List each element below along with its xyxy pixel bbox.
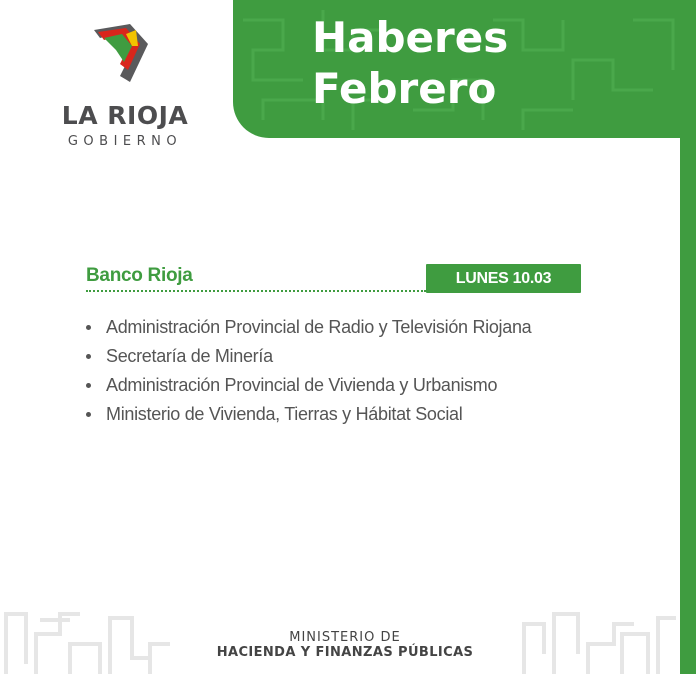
right-stripe bbox=[680, 130, 696, 674]
footer-ministry-label: MINISTERIO DE bbox=[289, 630, 401, 645]
bank-name: Banco Rioja bbox=[86, 265, 193, 286]
list-item: Secretaría de Minería bbox=[84, 343, 644, 372]
title-line-1: Haberes bbox=[312, 13, 509, 62]
footer-pattern-right bbox=[518, 600, 680, 674]
page-title bbox=[312, 12, 652, 114]
footer-pattern-left bbox=[0, 600, 175, 674]
dotted-divider bbox=[86, 290, 426, 292]
title-line-2: Febrero bbox=[312, 64, 497, 113]
logo-name: LA RIOJA bbox=[61, 101, 189, 130]
la-rioja-logo bbox=[50, 18, 200, 149]
la-rioja-emblem-icon bbox=[90, 20, 154, 84]
list-item: Ministerio de Vivienda, Tierras y Hábitat Social bbox=[84, 401, 644, 430]
entity-list bbox=[84, 314, 644, 430]
date-badge: LUNES 10.03 bbox=[426, 264, 581, 293]
footer-ministry-name: HACIENDA Y FINANZAS PÚBLICAS bbox=[216, 645, 474, 660]
list-item: Administración Provincial de Vivienda y Urbanismo bbox=[84, 372, 644, 401]
list-item: Administración Provincial de Radio y Televisión Riojana bbox=[84, 314, 644, 343]
logo-subtitle: GOBIERNO bbox=[67, 134, 183, 149]
